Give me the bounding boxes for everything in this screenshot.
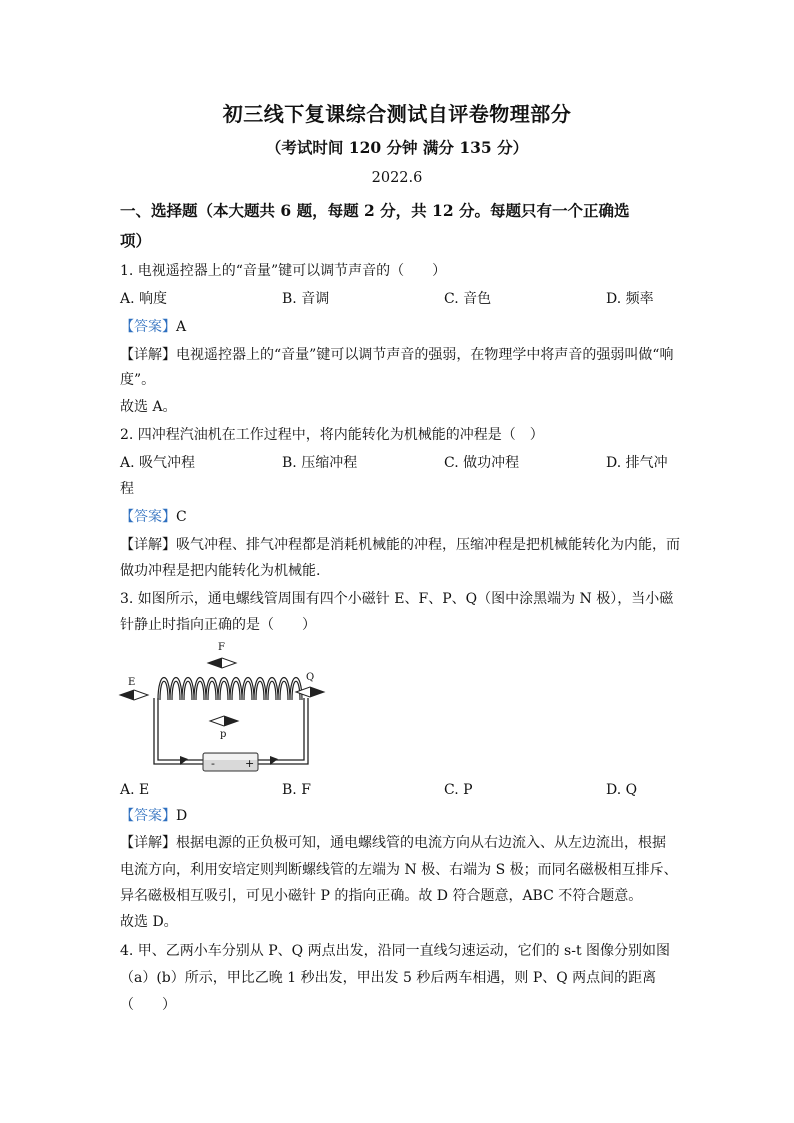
detail-text: 电视遥控器上的“音量”键可以调节声音的强弱，在物理学中将声音的强弱叫做“响	[176, 347, 674, 363]
question-2-detail	[120, 535, 680, 555]
question-2-stem: 2. 四冲程汽油机在工作过程中，将内能转化为机械能的冲程是（ ）	[120, 427, 544, 443]
section-heading-continued: 项）	[120, 231, 152, 250]
battery	[203, 753, 258, 771]
question-1-stem: 1. 电视遥控器上的“音量”键可以调节声音的（ ）	[120, 263, 447, 279]
detail-text: 吸气冲程、排气冲程都是消耗机械能的冲程，压缩冲程是把机械能转化为内能，而	[176, 537, 680, 553]
question-2-detail-continued: 做功冲程是把内能转化为机械能.	[120, 563, 321, 579]
svg-text:p: p	[220, 729, 227, 740]
svg-text:F: F	[218, 642, 225, 653]
question-2-option-d-wrap: 程	[120, 481, 134, 497]
question-1-option-a: A. 响度	[120, 291, 168, 307]
question-3-conclusion: 故选 D。	[120, 914, 178, 930]
question-2-option-a: A. 吸气冲程	[120, 455, 196, 471]
question-1-detail	[120, 345, 680, 365]
question-1-answer	[120, 317, 680, 337]
question-4-stem-line-2: （a）(b）所示，甲比乙晚 1 秒出发，甲出发 5 秒后两车相遇，则 P、Q 两点间的距离	[120, 970, 657, 986]
section-heading: 一、选择题（本大题共 6 题，每题 2 分，共 12 分。每题只有一个正确选	[120, 201, 630, 220]
exam-duration: （考试时间 120 分钟 满分 135 分）	[265, 138, 529, 157]
question-1-option-b: B. 音调	[282, 291, 330, 307]
solenoid-figure	[118, 640, 333, 780]
question-1-detail-continued: 度”。	[120, 372, 156, 388]
page-title: 初三线下复课综合测试自评卷物理部分	[222, 102, 572, 126]
question-2-option-c: C. 做功冲程	[444, 455, 520, 471]
svg-text:E: E	[128, 677, 136, 688]
question-3-option-a: A. E	[120, 782, 150, 798]
question-3-detail-line-3: 异名磁极相互吸引，可见小磁针 P 的指向正确。故 D 符合题意，ABC 不符合题意。	[120, 888, 643, 904]
question-1-option-c: C. 音色	[444, 291, 492, 307]
answer-value: D	[176, 808, 188, 824]
answer-tag: 【答案】	[120, 319, 176, 335]
solenoid-diagram	[118, 640, 333, 780]
answer-tag: 【答案】	[120, 808, 176, 824]
exam-date: 2022.6	[371, 170, 423, 186]
question-3-stem-continued: 针静止时指向正确的是（ ）	[120, 617, 316, 633]
compass-needle-p	[210, 716, 238, 740]
question-3-detail	[120, 833, 680, 853]
detail-tag: 【详解】	[120, 537, 176, 553]
detail-tag: 【详解】	[120, 347, 176, 363]
answer-value: C	[176, 509, 187, 525]
detail-text: 根据电源的正负极可知，通电螺线管的电流方向从右边流入、从左边流出，根据	[176, 835, 666, 851]
question-2-option-d: D. 排气冲	[606, 455, 668, 471]
question-3-option-b: B. F	[282, 782, 311, 798]
question-3-answer	[120, 806, 680, 826]
detail-tag: 【详解】	[120, 835, 176, 851]
battery-plus: +	[245, 757, 255, 770]
compass-needle-f	[208, 642, 236, 668]
question-1-conclusion: 故选 A。	[120, 399, 177, 415]
question-3-detail-line-2: 电流方向，利用安培定则判断螺线管的左端为 N 极、右端为 S 极；而同名磁极相互排斥、	[120, 862, 678, 878]
compass-needle-e	[120, 677, 148, 700]
svg-text:Q: Q	[306, 672, 315, 683]
question-3-stem: 3. 如图所示，通电螺线管周围有四个小磁针 E、F、P、Q（图中涂黑端为 N 极），当小磁	[120, 591, 674, 607]
answer-value: A	[176, 319, 187, 335]
question-4-stem-line-3: （ ）	[120, 997, 176, 1013]
battery-minus: -	[211, 757, 215, 770]
answer-tag: 【答案】	[120, 509, 176, 525]
question-4-stem: 4. 甲、乙两小车分别从 P、Q 两点出发，沿同一直线匀速运动，它们的 s-t 图像分别如图	[120, 943, 671, 959]
question-2-answer	[120, 507, 680, 527]
question-3-option-d: D. Q	[606, 782, 638, 798]
question-2-option-b: B. 压缩冲程	[282, 455, 358, 471]
question-3-option-c: C. P	[444, 782, 473, 798]
solenoid-coil	[158, 678, 302, 701]
question-1-option-d: D. 频率	[606, 291, 654, 307]
